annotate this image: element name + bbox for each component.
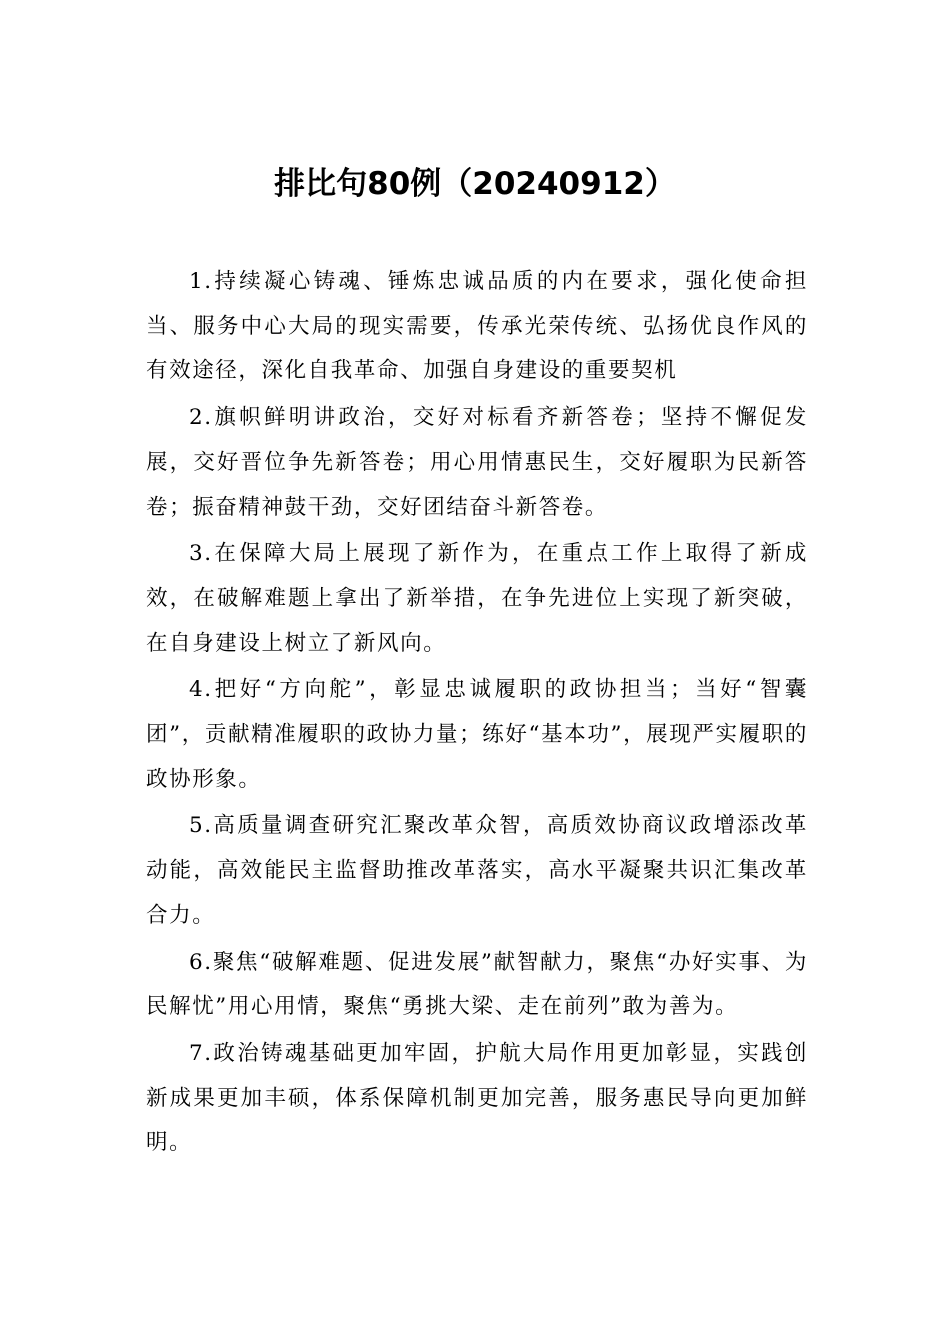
document-title: 排比句80例（20240912）	[274, 166, 676, 202]
paragraph-4: 4.把好“方向舵”，彰显忠诚履职的政协担当；当好“智囊团”，贡献精准履职的政协力量；练好“基本功”，展现严实履职的政协形象。	[146, 677, 808, 792]
paragraph-7: 7.政治铸魂基础更加牢固，护航大局作用更加彰显，实践创新成果更加丰硕，体系保障机制更加完善，服务惠民导向更加鲜明。	[146, 1040, 808, 1156]
paragraph-6: 6.聚焦“破解难题、促进发展”献智献力，聚焦“办好实事、为民解忧”用心用情，聚焦“勇挑大梁、走在前列”敢为善为。	[146, 949, 808, 1020]
paragraph-5: 5.高质量调查研究汇聚改革众智，高质效协商议政增添改革动能，高效能民主监督助推改革落实，高水平凝聚共识汇集改革合力。	[146, 813, 808, 928]
paragraph-3: 3.在保障大局上展现了新作为，在重点工作上取得了新成效，在破解难题上拿出了新举措，在争先进位上实现了新突破，在自身建设上树立了新风向。	[146, 541, 808, 656]
document-body	[146, 260, 808, 1168]
paragraph-2: 2.旗帜鲜明讲政治，交好对标看齐新答卷；坚持不懈促发展，交好晋位争先新答卷；用心用情惠民生，交好履职为民新答卷；振奋精神鼓干劲，交好团结奋斗新答卷。	[146, 405, 808, 520]
paragraph-1: 1.持续凝心铸魂、锤炼忠诚品质的内在要求，强化使命担当、服务中心大局的现实需要，传承光荣传统、弘扬优良作风的有效途径，深化自我革命、加强自身建设的重要契机	[146, 269, 808, 384]
